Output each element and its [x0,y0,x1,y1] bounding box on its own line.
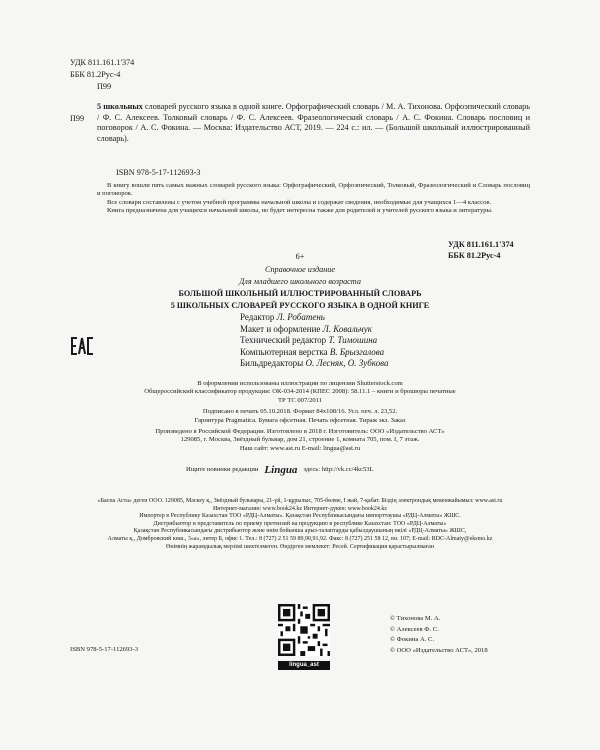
copyright-line: © Тихонова М. А. [390,615,441,622]
kz-line: «Баспа Аста» деген ООО. 129085, Мәскеу қ., Звёздный бульвары, 21-үй, 1-құрылыс, 705-бөлме, I жай, 7-қабат. Біздің электрондық мекенжайымыз: www.ast.ru [97,498,503,504]
credit-line: Макет и оформление Л. Ковальчук [240,323,372,334]
tech-line: Произведено в Российской Федерации. Изготовлено в 2018 г. Изготовитель: ООО «Издательство АСТ» [155,428,445,436]
udk-right: УДК 811.161.1'374 [448,240,514,249]
kz-info [40,498,560,551]
title-bold: 5 школьных [97,102,143,111]
author-mark-2: П99 [70,114,85,123]
credit-line: Редактор Л. Робатень [240,312,325,322]
tech-line: Наш сайт: www.ast.ru E-mail: lingua@ast.ru [239,444,361,452]
isbn-main: ISBN 978-5-17-112693-3 [116,168,201,177]
credits [240,312,540,370]
tech-line: ТР ТС 007/2011 [277,396,323,404]
lingua-link[interactable]: здесь: http://vk.cc/4kc53L [303,466,374,473]
edition-type: Справочное издание [264,265,336,274]
annotation-para: В книгу вошли пять самых важных словарей русского языка: Орфографический, Орфоэпический, Толковый, Фразеологический и Словарь пословиц и поговорок. [97,182,530,198]
kz-line: Интернет-магазин: www.book24.kz Интернет-дүкен: www.book24.kz [212,505,388,512]
credit-line: Бильдредакторы О. Лесняк, О. Зубкова [240,358,389,368]
lingua-left-text: Ищите новинки редакции [186,466,259,473]
credit-line: Компьютерная верстка В. Брызгалова [240,346,385,357]
eac-icon [70,336,94,356]
kz-line: Өнімнің жарамдылық мерзімі шектелмеген. Өндірген мемлекет: Ресей. Сертификация қарастырылмаған [166,543,434,550]
tech-line: 129085, г. Москва, Звёздный бульвар, дом 21, строение 1, комната 705, пом. I, 7 этаж. [180,436,420,444]
annotation-para: Все словари составлены с учетом учебной программы начальной школы и содержат сведения, необходимые для учащихся 1—4 классов. [107,198,492,206]
bib-line1: словарей русского языка в одной книге. Орфографический словарь / [145,102,384,111]
qr-code[interactable] [278,604,330,670]
bib-rest: М. А. Тихонова. Орфоэпический словарь / Ф. С. Алексеев. Толковый словарь / Ф. С. Алексеев. Фразеологический словарь / А. С. Фокина. Словарь пословиц и поговорок / А. С. Фокина. — Москва: Издательство АСТ, 2019. — 224 с.: ил. — (Большой школьный иллюстрированный словарь). [97,102,530,143]
copyright-line: © ООО «Издательство АСТ», 2018 [390,646,488,654]
bibliographic-record [97,102,530,144]
copyright-line: © Алексеев Ф. С. [390,625,439,633]
author-mark: П99 [97,82,112,91]
qr-caption: lingua_ast [278,661,330,670]
kz-line: Дистрибьютор и представитель по приему претензий на продукцию в республике Казахстан: ТОО «РДЦ-Алматы» [153,520,447,527]
copyright-line: © Фокина А. С. [390,636,435,643]
tech-line: В оформлении использованы иллюстрации по лицензии Shutterstock.com [197,380,403,387]
kz-line: Қазақстан Республикасындағы дистрибьютор және өнім бойынша арыз-талаптарды қабылдаушының өкілі «РДЦ-Алматы» ЖШС, [133,528,467,535]
annotation-para: Книга предназначена для учащихся начальной школы, но будет интересна также для родителей и учителей русского языка и литературы. [107,207,493,215]
tech-line: Подписано в печать 05.10.2018. Формат 84х108/16. Усл. печ. л. 23,52. [202,408,398,416]
bbk-code: ББК 81.2Рус-4 [70,70,121,79]
isbn-bottom: ISBN 978-5-17-112693-3 [70,646,139,653]
udk-code: УДК 811.161.1'374 [70,58,135,67]
copyrights [390,614,488,656]
bbk-right: ББК 81.2Рус-4 [448,251,501,260]
book-title: 5 ШКОЛЬНЫХ СЛОВАРЕЙ РУССКОГО ЯЗЫКА В ОДНОЙ КНИГЕ [170,301,430,310]
tech-line: Гарнитура Pragmatica. Бумага офсетная. Печать офсетная. Тираж экз. Заказ [194,416,406,424]
kz-line: Алматы қ., Домбровский көш., 3«а», литер Б, офис 1. Тел.: 8 (727) 2 51 59 89,90,91,92. Факс: 8 (727) 251 58 12, вн. 107; E-mail: RDC-Almaty@eksmo.kz [107,535,493,542]
lingua-logo: Lingua [264,464,298,476]
annotation [97,182,530,216]
age-rating: 6+ [295,252,305,261]
eac-logo [70,336,94,361]
credit-line: Технический редактор Т. Тимошина [240,335,378,345]
tech-info [80,380,520,453]
audience: Для младшего школьного возраста [239,277,361,286]
kz-line: Импортер в Республику Казахстан ТОО «РДЦ-Алматы». Қазақстан Республикасындағы импорттаушы «РДЦ-Алматы» ЖШС. [139,513,461,520]
series-title: БОЛЬШОЙ ШКОЛЬНЫЙ ИЛЛЮСТРИРОВАННЫЙ СЛОВАРЬ [178,289,422,298]
qr-code-icon [278,604,330,656]
lingua-promo [186,466,374,474]
tech-line: Общероссийский классификатор продукции: ОК-034-2014 (КПЕС 2008): 58.11.1 – книги и брошюры печатные [144,388,456,396]
